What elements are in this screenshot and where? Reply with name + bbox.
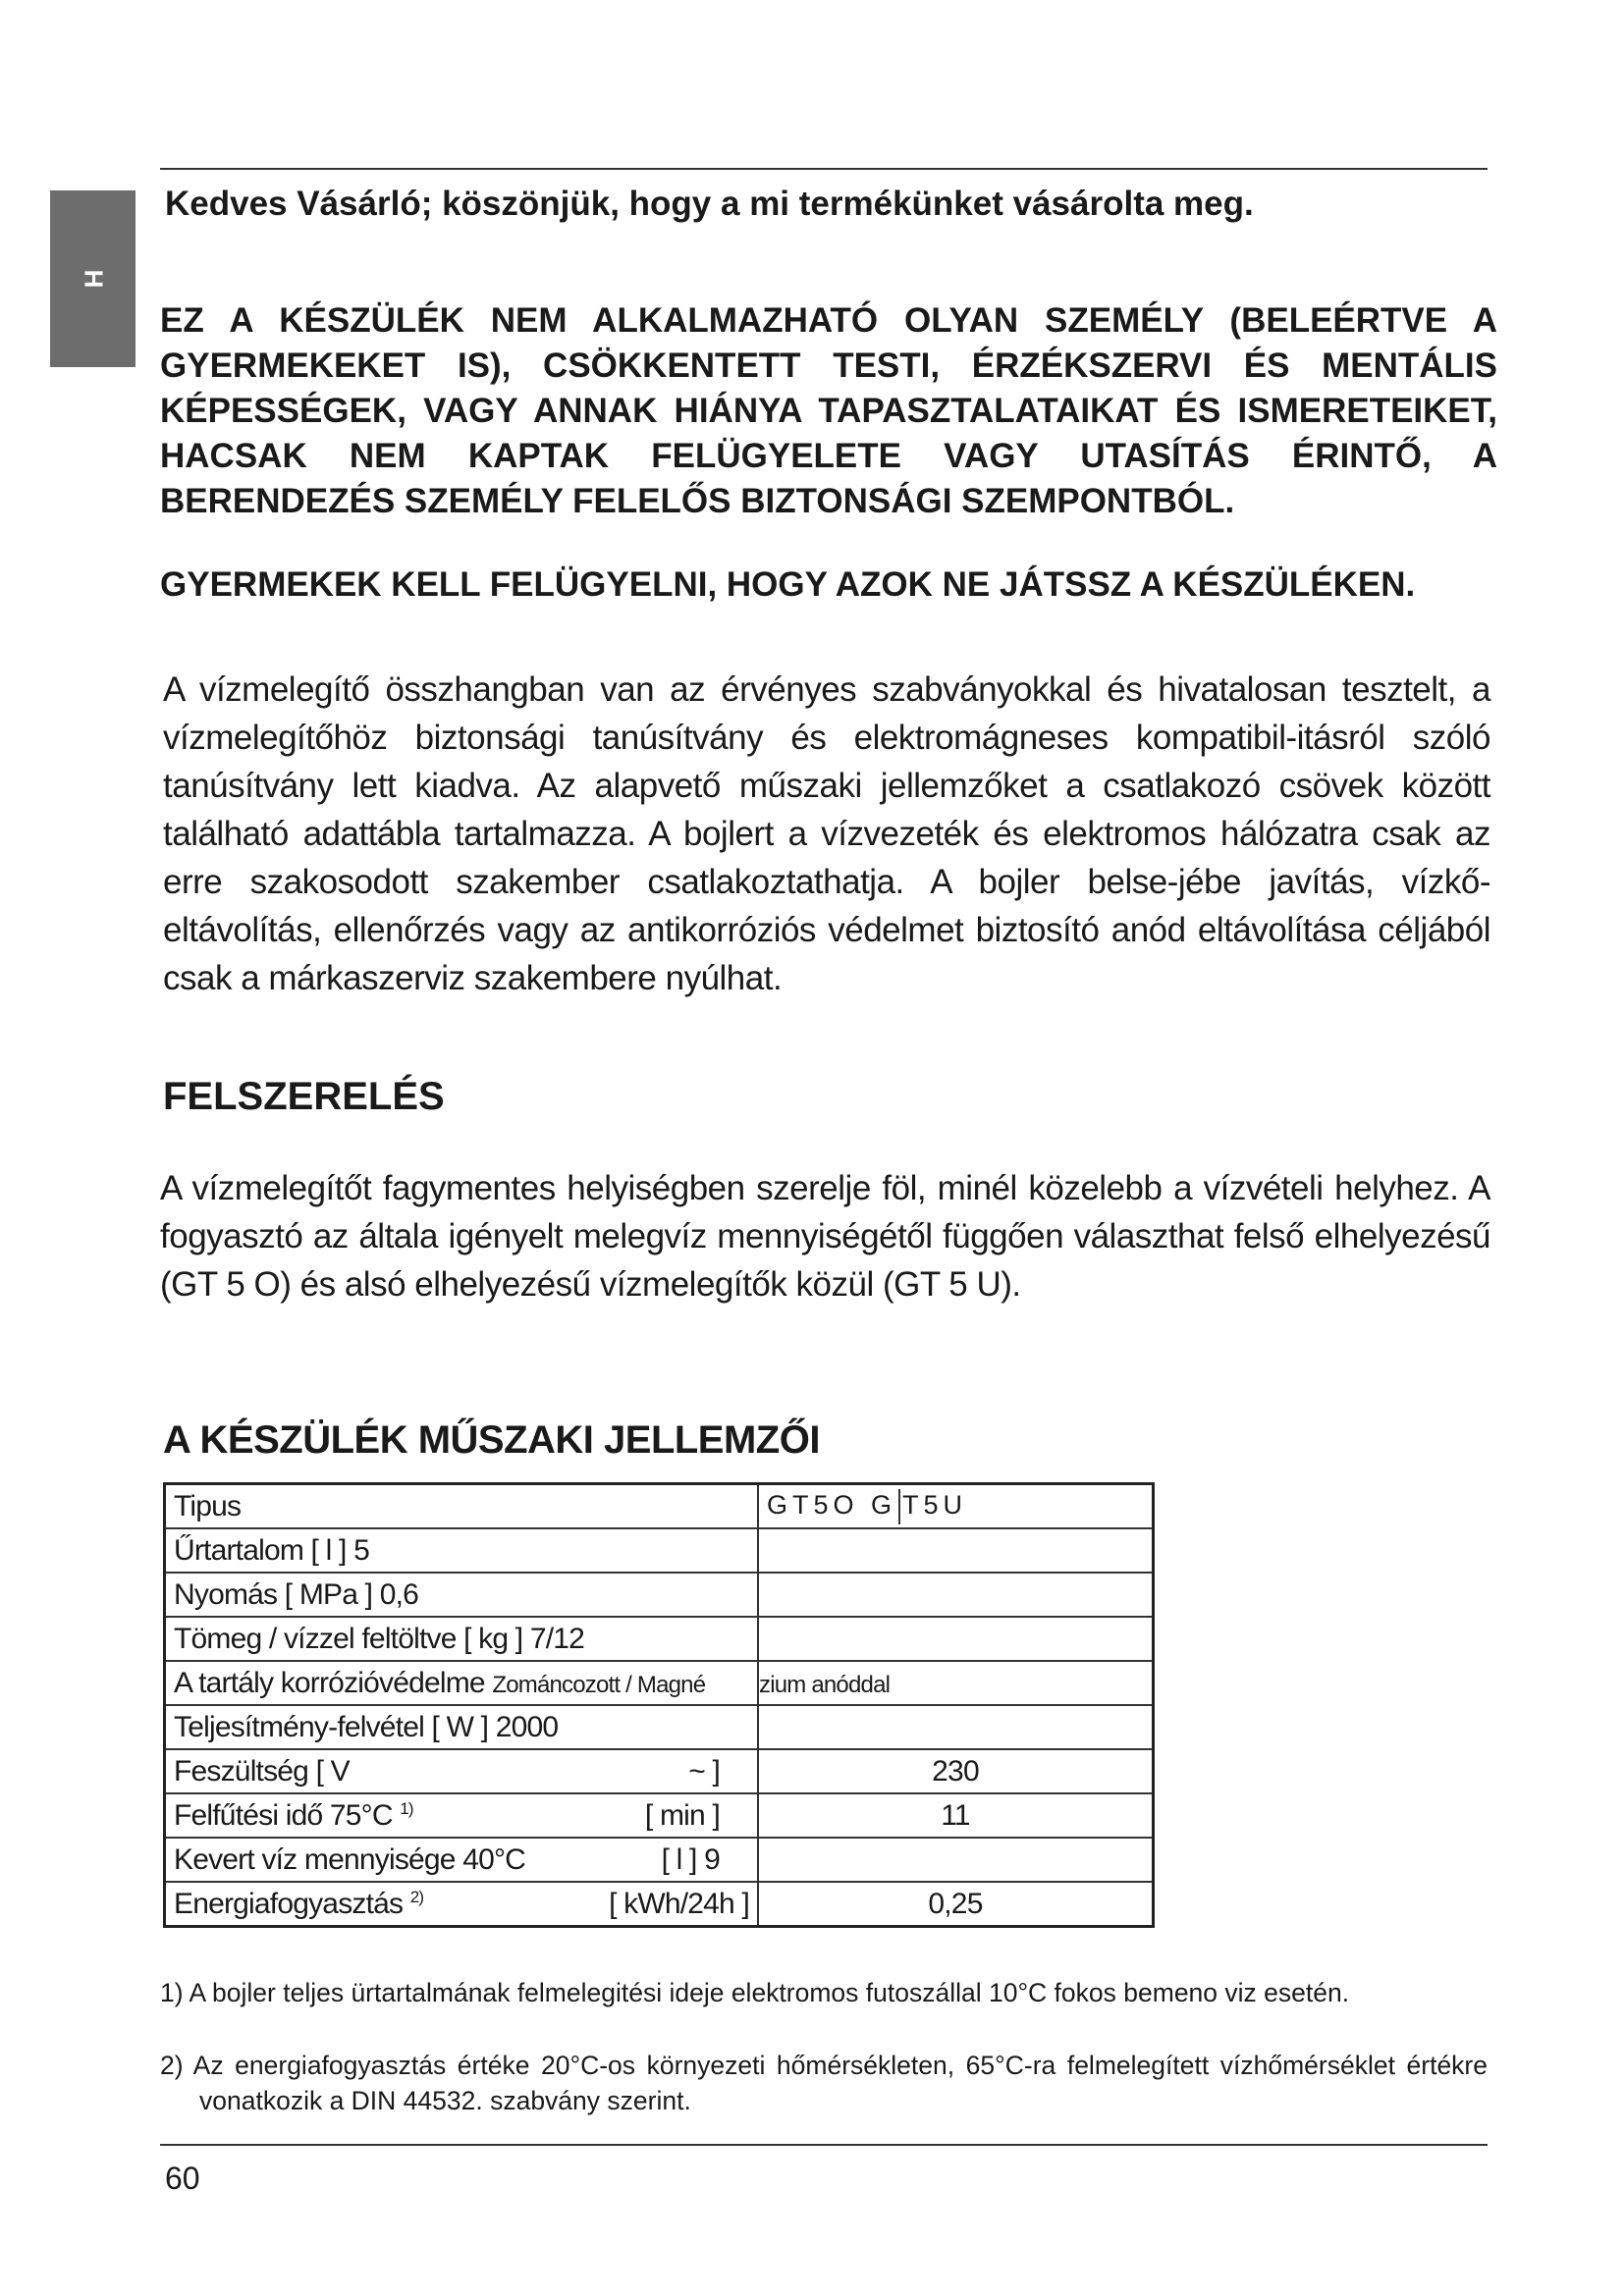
specs-table (163, 1482, 1155, 1928)
table-row-weight (165, 1617, 1154, 1661)
energy-unit: [ kWh/24h ] (609, 1887, 749, 1920)
installation-text: A vízmelegítőt fagymentes helyiségben szerelje föl, minél közelebb a vízvételi helyhez. A fogyasztó az általa igényelt melegvíz mennyiségétől függően választhat felső elhelyezésű (GT 5 O) és alsó elhelyezésű vízmelegítők közül (GT 5 U). (160, 1169, 1490, 1304)
corrosion-value-cell (758, 1661, 1154, 1705)
children-warning: GYERMEKEK KELL FELÜGYELNI, HOGY AZOK NE JÁTSSZ A KÉSZÜLÉKEN. (160, 565, 1416, 604)
energy-footnote-ref: 2) (409, 1887, 424, 1906)
corrosion-value-b: zium anóddal (759, 1671, 891, 1698)
table-row-corrosion (165, 1661, 1154, 1705)
footnote-1: 1) A bojler teljes ürtartalmának felmelegitési ideje elektromos futoszállal 10°C fokos bemeno viz esetén. (160, 1978, 1350, 2007)
heating-time-value: 11 (758, 1793, 1154, 1838)
specs-heading: A KÉSZÜLÉK MŰSZAKI JELLEMZŐI (163, 1418, 820, 1462)
heating-time-unit: [ min ] (644, 1798, 720, 1832)
intro-paragraph: A vízmelegítő összhangban van az érvényes szabványokkal és hivatalosan tesztelt, a vízmelegítőhöz biztonsági tanúsítvány és elektromágneses kompatibil-itásról szóló tanúsítvány lett kiadva. Az alapvető műszaki jellemzőket a csatlakozó csövek között található adattábla tartalmazza. A bojlert a vízvezeték és elektromos hálózatra csak az erre szakosodott szakember csatlakoztathatja. A bojler belse-jébe javítás, vízkő-eltávolítás, ellenőrzés vagy az antikorróziós védelmet biztosító anód eltávolítása céljából csak a márkaszerviz szakembere nyúlhat. (163, 670, 1490, 997)
bottom-rule (160, 2144, 1488, 2146)
power-label: Teljesítmény-felvétel [ W ] 2000 (165, 1705, 759, 1749)
table-row-power (165, 1705, 1154, 1749)
pressure-value (758, 1573, 1154, 1617)
volume-label: Űrtartalom [ l ] 5 (165, 1528, 759, 1573)
model-divider (898, 1489, 900, 1524)
table-row-voltage (165, 1749, 1154, 1793)
weight-value (758, 1617, 1154, 1661)
voltage-unit: ~ ] (688, 1754, 720, 1788)
type-label: Tipus (165, 1484, 759, 1529)
table-row-type (165, 1484, 1154, 1529)
pressure-label: Nyomás [ MPa ] 0,6 (165, 1573, 759, 1617)
energy-label-cell (165, 1882, 759, 1927)
mixed-water-value (758, 1838, 1154, 1882)
table-row-mixed-water (165, 1838, 1154, 1882)
model-sep-prefix: G (871, 1489, 897, 1520)
voltage-label-cell (165, 1749, 759, 1793)
top-rule (160, 168, 1488, 170)
installation-heading: FELSZERELÉS (163, 1075, 445, 1118)
corrosion-label: A tartály korrózióvédelme (174, 1666, 485, 1699)
model-u: T5U (902, 1489, 968, 1520)
safety-warning: EZ A KÉSZÜLÉK NEM ALKALMAZHATÓ OLYAN SZEMÉLY (BELEÉRTVE A GYERMEKEKET IS), CSÖKKENTETT TESTI, ÉRZÉKSZERVI ÉS MENTÁLIS KÉPESSÉGEK, VAGY ANNAK HIÁNYA TAPASZTALATAIKAT ÉS ISMERETEIKET, HACSAK NEM KAPTAK FELÜGYELETE VAGY UTASÍTÁS ÉRINTŐ, A BERENDEZÉS SZEMÉLY FELELŐS BIZTONSÁGI SZEMPONTBÓL. (160, 301, 1497, 520)
energy-value: 0,25 (758, 1882, 1154, 1927)
voltage-label: Feszültség [ V (174, 1754, 350, 1788)
model-o: GT5O (767, 1489, 859, 1520)
heating-time-label-cell (165, 1793, 759, 1838)
table-row-heating-time (165, 1793, 1154, 1838)
voltage-value: 230 (758, 1749, 1154, 1793)
language-tab (50, 190, 135, 367)
table-row-energy (165, 1882, 1154, 1927)
heating-time-label: Felfűtési idő 75°C (174, 1798, 393, 1832)
type-models (758, 1484, 1154, 1529)
language-tab-label: H (79, 269, 108, 289)
mixed-water-label: Kevert víz mennyisége 40°C (174, 1842, 526, 1876)
volume-value (758, 1528, 1154, 1573)
footnote-2: 2) Az energiafogyasztás értéke 20°C-os környezeti hőmérsékleten, 65°C-ra felmelegített vízhőmérséklet értékre vonatkozik a DIN 44532. szabvány szerint. (160, 2051, 1488, 2115)
heating-time-footnote-ref: 1) (400, 1798, 413, 1818)
table-row-pressure (165, 1573, 1154, 1617)
mixed-water-unit: [ l ] 9 (661, 1842, 720, 1876)
page-number: 60 (165, 2161, 200, 2196)
mixed-water-label-cell (165, 1838, 759, 1882)
weight-label: Tömeg / vízzel feltöltve [ kg ] 7/12 (165, 1617, 759, 1661)
corrosion-label-cell (165, 1661, 759, 1705)
power-value (758, 1705, 1154, 1749)
greeting: Kedves Vásárló; köszönjük, hogy a mi termékünket vásárolta meg. (165, 185, 1254, 223)
energy-label: Energiafogyasztás (174, 1887, 404, 1920)
corrosion-value-a: Zománcozott / Magné (492, 1671, 706, 1698)
table-row-volume (165, 1528, 1154, 1573)
